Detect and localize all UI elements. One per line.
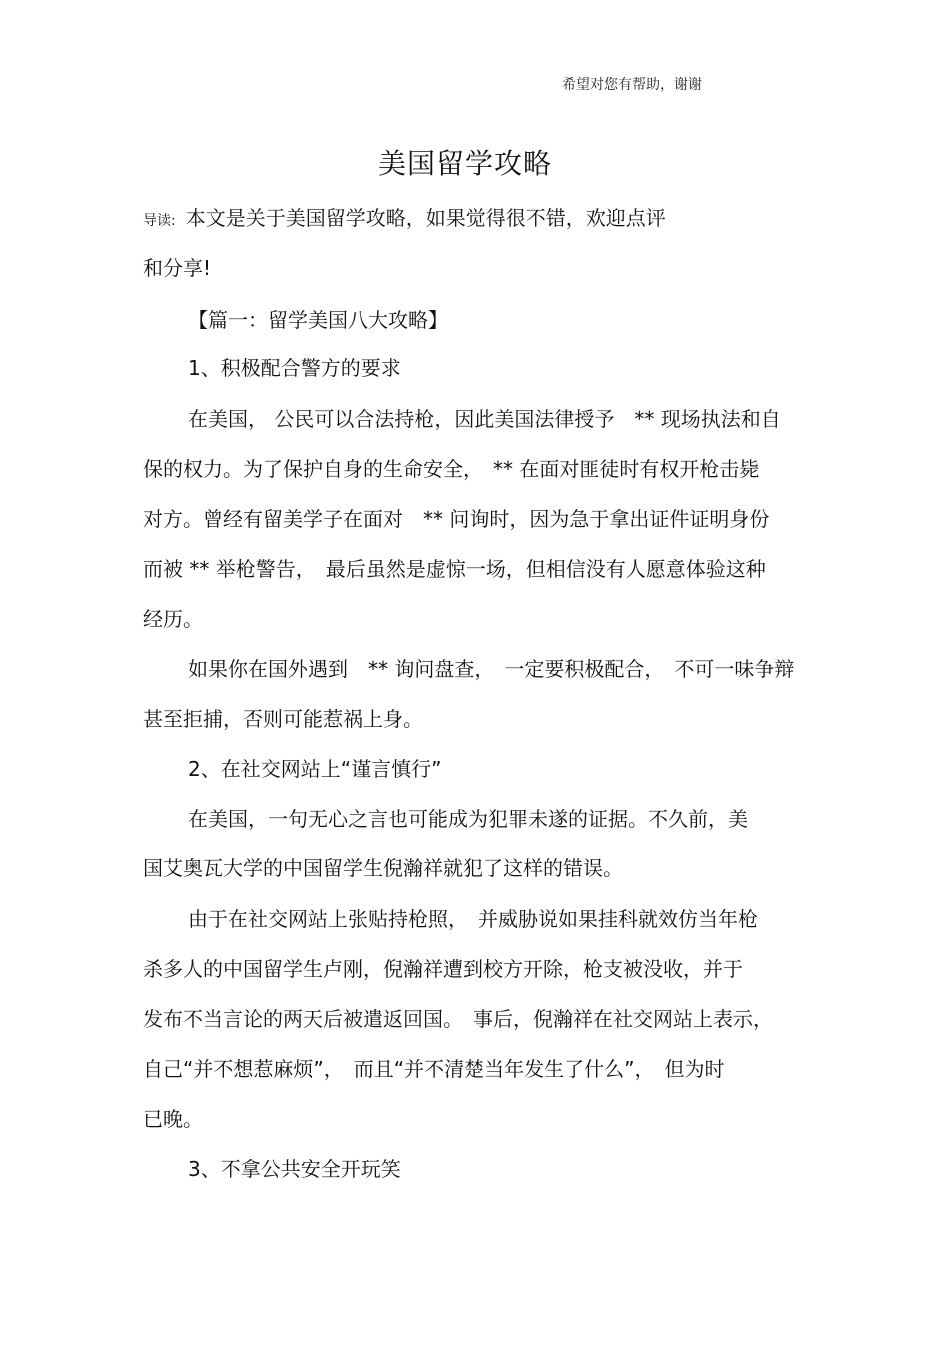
- paragraph-line: 保的权力。为了保护自身的生命安全， ** 在面对匪徒时有权开枪击毙: [143, 457, 760, 481]
- intro-label: 导读:: [143, 213, 176, 229]
- paragraph-line: 由于在社交网站上张贴持枪照， 并威胁说如果挂科就效仿当年枪: [188, 907, 758, 931]
- paragraph-line: 经历。: [143, 607, 203, 631]
- paragraph-line: 在美国， 公民可以合法持枪，因此美国法律授予 ** 现场执法和自: [188, 407, 781, 431]
- heading-2: 2、在社交网站上“谨言慎行”: [188, 757, 442, 781]
- paragraph-line: 发布不当言论的两天后被遣返回国。 事后，倪瀚祥在社交网站上表示，: [143, 1007, 773, 1031]
- heading-3: 3、不拿公共安全开玩笑: [188, 1157, 401, 1181]
- intro-line-2: 和分享!: [143, 256, 212, 280]
- paragraph-line: 杀多人的中国留学生卢刚，倪瀚祥遭到校方开除，枪支被没收，并于: [143, 957, 743, 981]
- paragraph-line: 甚至拒捕，否则可能惹祸上身。: [143, 707, 423, 731]
- heading-1: 1、积极配合警方的要求: [188, 356, 401, 380]
- header-note: 希望对您有帮助，谢谢: [562, 77, 702, 93]
- intro-line-1: [143, 204, 808, 235]
- document-title: 美国留学攻略: [377, 147, 552, 180]
- paragraph-line: 已晚。: [143, 1107, 203, 1131]
- section-title: 【篇一：留学美国八大攻略】: [188, 308, 448, 332]
- paragraph-line: 自己“并不想惹麻烦”， 而且“并不清楚当年发生了什么”， 但为时: [143, 1057, 725, 1081]
- paragraph-line: 而被 ** 举枪警告， 最后虽然是虚惊一场，但相信没有人愿意体验这种: [143, 557, 766, 581]
- paragraph-line: 在美国，一句无心之言也可能成为犯罪未遂的证据。不久前，美: [188, 807, 748, 831]
- paragraph-line: 对方。曾经有留美学子在面对 ** 问询时，因为急于拿出证件证明身份: [143, 507, 770, 531]
- intro-text-1: 本文是关于美国留学攻略，如果觉得很不错，欢迎点评: [185, 206, 666, 230]
- paragraph-line: 如果你在国外遇到 ** 询问盘查， 一定要积极配合， 不可一味争辩: [188, 657, 795, 681]
- paragraph-line: 国艾奥瓦大学的中国留学生倪瀚祥就犯了这样的错误。: [143, 856, 623, 880]
